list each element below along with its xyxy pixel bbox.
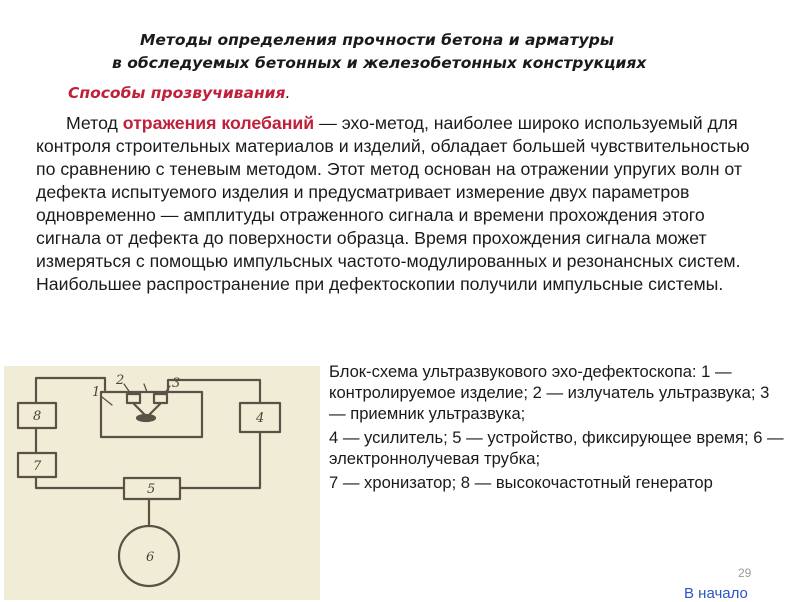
- caption-part-3: 7 — хронизатор; 8 — высокочастотный генератор: [329, 473, 713, 492]
- label-3: 3: [172, 376, 181, 391]
- subtitle-dot: .: [285, 84, 291, 102]
- receiver-3: [154, 394, 167, 403]
- block-diagram-figure: [4, 366, 320, 600]
- body-rest: — эхо-метод, наиболее широко используемый для контроля строительных материалов и изделий, обладает большей чувствительностью по сравнению с теневым методом. Этот метод основан на отражении упругих волн от дефекта испытуемого изделия и предусматривает измерение двух параметров одновременно — амплитуды отраженного сигнала и времени прохождения этого сигнала от дефекта до поверхности образца. Время прохождения сигнала может измеряться с помощью импульсных частото-модулированных и резонансных систем. Наибольшее распространение при дефектоскопии получили импульсные системы.: [36, 113, 750, 294]
- line-7-to-5: [36, 477, 124, 488]
- figure-caption: [329, 361, 789, 496]
- section-subtitle: [68, 84, 290, 102]
- back-to-start-link[interactable]: В начало: [684, 585, 748, 602]
- caption-part-1: Блок-схема ультразвукового эхо-дефектоскопа: 1 — контролируемое изделие; 2 — излучатель ультразвука; 3 — приемник ультразвука;: [329, 362, 770, 423]
- subtitle-text: Способы прозвучивания: [68, 84, 286, 102]
- body-highlight: отражения колебаний: [122, 113, 315, 133]
- body-paragraph: [36, 112, 772, 296]
- label-8: 8: [33, 409, 42, 424]
- label-6: 6: [146, 550, 155, 565]
- caption-part-2: 4 — усилитель; 5 — устройство, фиксирующее время; 6 — электроннолучевая трубка;: [329, 428, 784, 468]
- block-diagram: [4, 366, 320, 600]
- label-5: 5: [147, 482, 156, 497]
- line-4-to-5: [180, 432, 260, 488]
- title-line-1: Методы определения прочности бетона и арматуры: [140, 31, 614, 49]
- leader-1: [102, 397, 112, 405]
- title-line-2: в обследуемых бетонных и железобетонных конструкциях: [112, 54, 647, 72]
- label-2: 2: [116, 373, 125, 388]
- emitter-2: [127, 394, 140, 403]
- page-number: 29: [738, 566, 752, 580]
- leader-arrow: [144, 384, 147, 392]
- label-4: 4: [256, 411, 265, 426]
- body-lead: Метод: [66, 113, 123, 133]
- label-1: 1: [92, 385, 101, 400]
- label-7: 7: [33, 459, 42, 474]
- defect: [137, 415, 155, 421]
